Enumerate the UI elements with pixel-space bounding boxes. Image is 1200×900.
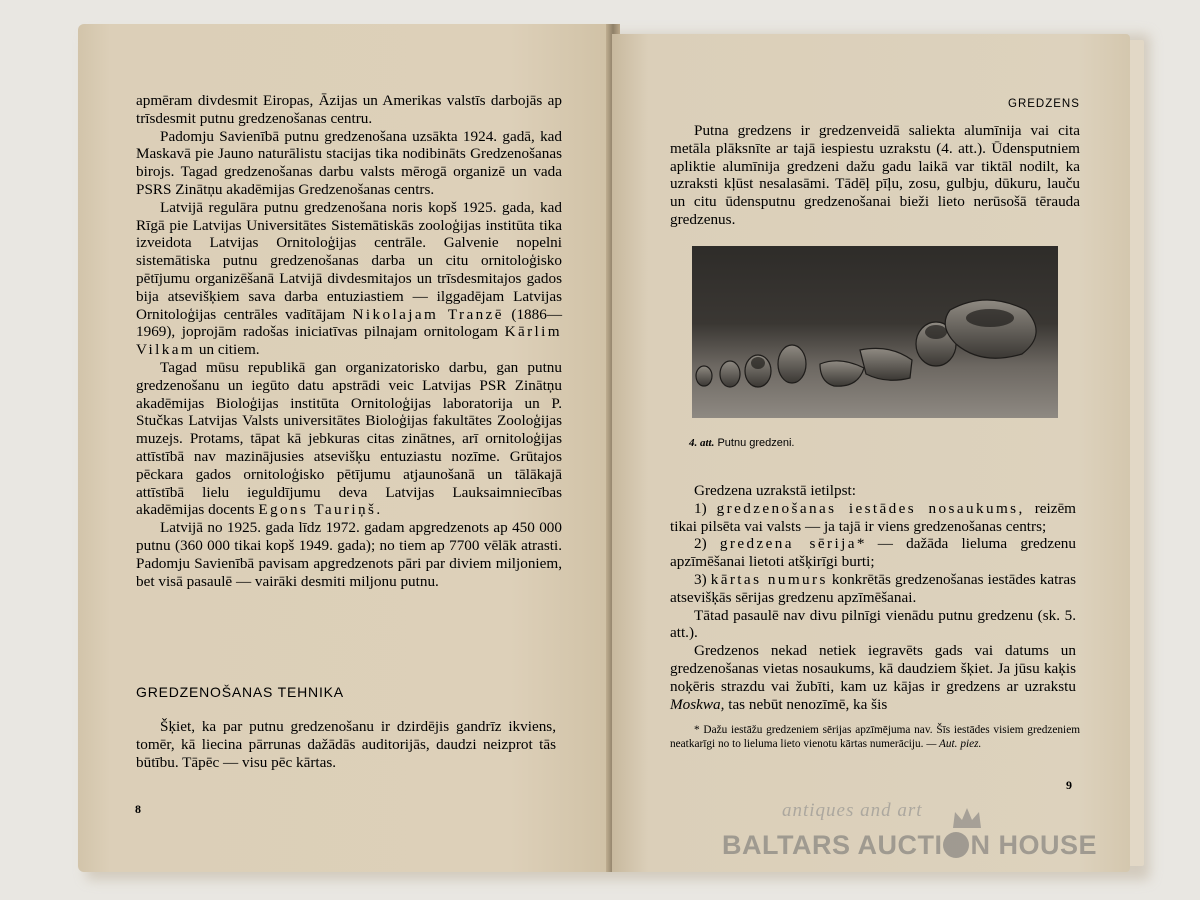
figure-label: 4. att.: [689, 437, 715, 449]
watermark-name: BALTARS AUCTI N HOUSE: [722, 830, 1098, 860]
list-item: 2) gredzena sērija* — dažāda lieluma gredzenu apzīmēšanai lietoti atšķirīgi burti;: [670, 535, 1076, 571]
section-text: [136, 718, 556, 771]
left-body-text: [136, 92, 562, 590]
name-tranze: Nikolajam Tranzē: [352, 305, 504, 323]
page-number-left: 8: [135, 802, 141, 816]
right-intro-text: [670, 122, 1080, 229]
name-vilks: Kārlim Vilkam: [136, 323, 562, 359]
page-number-right: 9: [1066, 778, 1072, 792]
rings-illustration: [692, 246, 1058, 418]
right-body-text: [670, 482, 1076, 713]
paragraph: Šķiet, ka par putnu gredzenošanu ir dzirdējis gandrīz ikviens, tomēr, kā liecina pārrunas dažādās auditorijās, daudzi neizprot tās būtību. Tāpēc — visu pēc kārtas.: [136, 718, 556, 771]
paragraph: Tagad mūsu republikā gan organizatorisko darbu, gan putnu gredzenošanu un iegūto datu apstrādi veic Latvijas PSR Zinātņu akadēmijas Bioloģijas institūta Ornitoloģijas laboratorija un P. Stučkas Latvijas Valsts universitātes Bioloģijas fakultātes Zooloģijas muzejs. Protams, tāpat kā jebkuras citas zinātnes, arī ornitoloģijas attīstībā nav mazinājusies atsevišķu entuziastu nozīme. Grūtajos pēckara gados ornitoloģisko pētījumu atjaunošanā un tālākajā attīstībā lielu ieguldījumu deva Latvijas Lauksaimniecības akadēmijas docents Egons Tauriņš.: [136, 358, 562, 519]
globe-icon: [943, 832, 969, 858]
watermark: [722, 800, 1122, 870]
name-taurins: Egons Tauriņš.: [258, 501, 383, 519]
paragraph: Tātad pasaulē nav divu pilnīgi vienādu putnu gredzenu (sk. 5. att.).: [670, 606, 1076, 642]
crown-icon: [950, 804, 984, 832]
moskwa-italic: Moskwa,: [670, 695, 725, 713]
figure-caption: [689, 437, 795, 449]
list-item: 3) kārtas numurs konkrētās gredzenošanas iestādes katras atsevišķās sērijas gredzenu apzīmēšanai.: [670, 570, 1076, 606]
watermark-tagline: antiques and art: [782, 800, 923, 821]
paragraph: Putna gredzens ir gredzenveidā saliekta alumīnija vai cita metāla plāksnīte ar tajā iespiestu uzrakstu (4. att.). Ūdensputniem apliktie alumīnija gredzeni dažu gadu laikā var tiktāl nodilt, ka uzraksti kļūst nesalasāmi. Tādēļ pīļu, zosu, gulbju, dūkuru, lauču un citu ūdensputnu gredzenošanai bieži lieto nerūsošā tērauda gredzenus.: [670, 122, 1080, 228]
section-heading: GREDZENOŠANAS TEHNIKA: [136, 684, 344, 700]
paragraph: Latvijā no 1925. gada līdz 1972. gadam apgredzenots ap 450 000 putnu (360 000 tikai kopš 1949. gada); no tiem ap 7700 vēlāk atrasti. Padomju Savienībā pavisam apgredzenots pāri par diviem miljoniem, bet visā pasaulē — vairāki desmiti miljonu putnu.: [136, 519, 562, 590]
list-item: 1) gredzenošanas iestādes nosaukums, reizēm tikai pilsēta vai valsts — ja tajā ir viens gredzenošanas centrs;: [670, 499, 1077, 535]
paragraph: Latvijā regulāra putnu gredzenošana noris kopš 1925. gada, kad Rīgā pie Latvijas Universitātes Sistemātiskās zooloģijas institūta tika izveidota Latvijas Ornitoloģijas centrāle. Galvenie nopelni sistemātiska putnu gredzenošanas darba un citu ornitoloģisko pētījumu organizēšanā Latvijā divdesmitajos un trīsdesmitajos gados bija atsevišķiem sava darba entuziastiem — ilggadējam Latvijas Ornitoloģijas centrāles vadītājam Nikolajam Tranzē (1886—1969), joprojām radošas iniciatīvas pilnajam ornitologam Kārlim Vilkam un citiem.: [136, 198, 563, 359]
paragraph: Gredzenos nekad netiek iegravēts gads vai datums un gredzenošanas vietas nosaukums, kā daudziem šķiet. Ja jūsu kaķis noķēris strazdu vai žubīti, kam uz kājas ir gredzens ar uzrakstu Moskwa, tas nebūt nenozīmē, ka šis: [670, 642, 1076, 713]
paragraph: Padomju Savienībā putnu gredzenošana uzsākta 1924. gadā, kad Maskavā pie Jauno naturālistu stacijas tika nodibināts Gredzenošanas birojs. Tagad gredzenošanas darbu valsts mērogā organizē un vada PSRS Zinātņu akadēmijas Gredzenošanas centrs.: [136, 127, 562, 198]
paragraph: apmēram divdesmit Eiropas, Āzijas un Amerikas valstīs darbojās ap trīsdesmit putnu gredzenošanas centru.: [136, 92, 562, 127]
list-intro: Gredzena uzrakstā ietilpst:: [694, 482, 856, 499]
footnote: * Dažu iestāžu gredzeniem sērijas apzīmējuma nav. Šīs iestādes visiem gredzeniem neatkarīgi no to lieluma lieto vienotu kārtas numerāciju. — Aut. piez.: [670, 724, 1080, 750]
rings-photo: [692, 246, 1058, 418]
footnote-signature: — Aut. piez.: [926, 737, 982, 750]
figure-caption-text: Putnu gredzeni.: [717, 437, 795, 449]
running-head: GREDZENS: [1008, 98, 1080, 110]
